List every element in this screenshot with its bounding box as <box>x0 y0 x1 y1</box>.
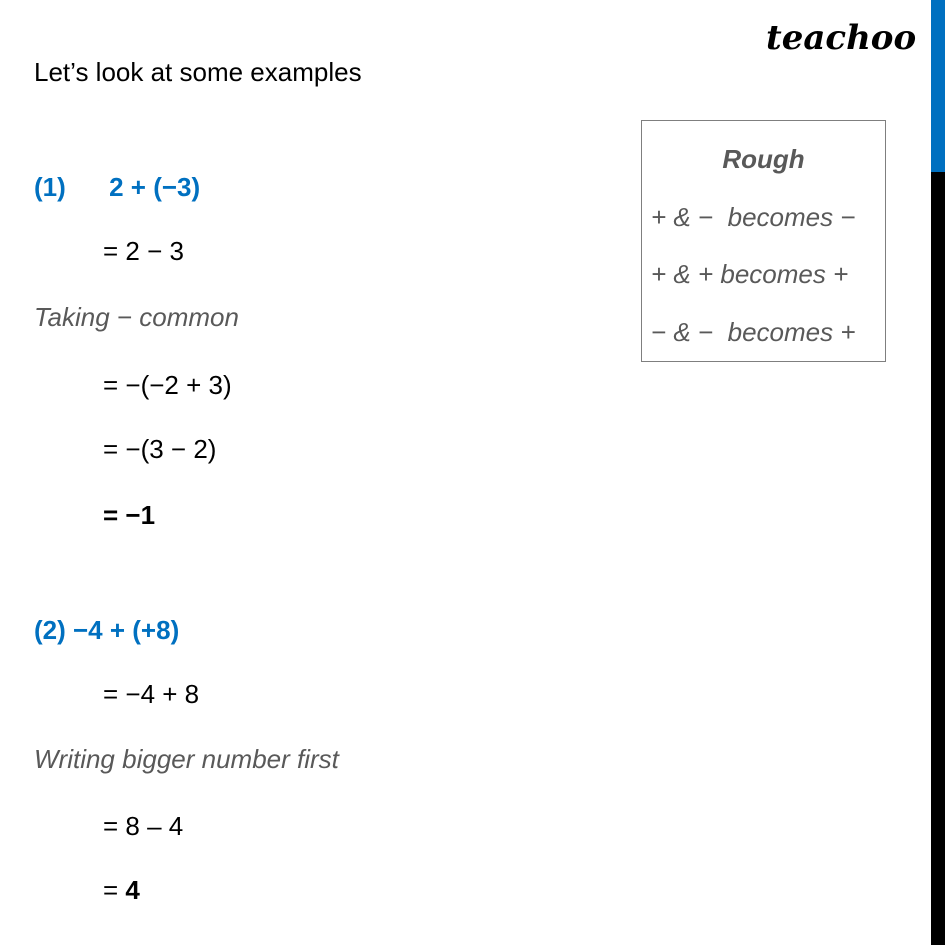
equals-sign: = <box>103 875 126 905</box>
example1-step: = −(−2 + 3) <box>103 370 232 400</box>
example1-step: = 2 − 3 <box>103 236 184 266</box>
example2-note: Writing bigger number first <box>34 744 339 774</box>
rough-rule: + & + becomes + <box>651 259 849 289</box>
example2-step: = −4 + 8 <box>103 679 200 709</box>
side-bar-dark <box>931 172 945 945</box>
example1-heading: (1) 2 + (−3) <box>34 172 201 202</box>
side-bar-accent <box>931 0 945 172</box>
example2-answer <box>103 875 140 905</box>
answer-value: 4 <box>125 875 140 905</box>
example2-heading: (2) −4 + (+8) <box>34 615 180 645</box>
example1-answer: = −1 <box>103 500 156 530</box>
teachoo-logo: teachoo <box>766 18 917 58</box>
example1-note: Taking − common <box>34 302 239 332</box>
rough-title: Rough <box>722 144 805 174</box>
example1-step: = −(3 − 2) <box>103 434 217 464</box>
rough-rule: − & − becomes + <box>651 317 856 347</box>
rough-box <box>641 120 886 362</box>
example2-step: = 8 – 4 <box>103 811 184 841</box>
intro-text: Let’s look at some examples <box>34 57 362 87</box>
rough-rule: + & − becomes − <box>651 202 856 232</box>
